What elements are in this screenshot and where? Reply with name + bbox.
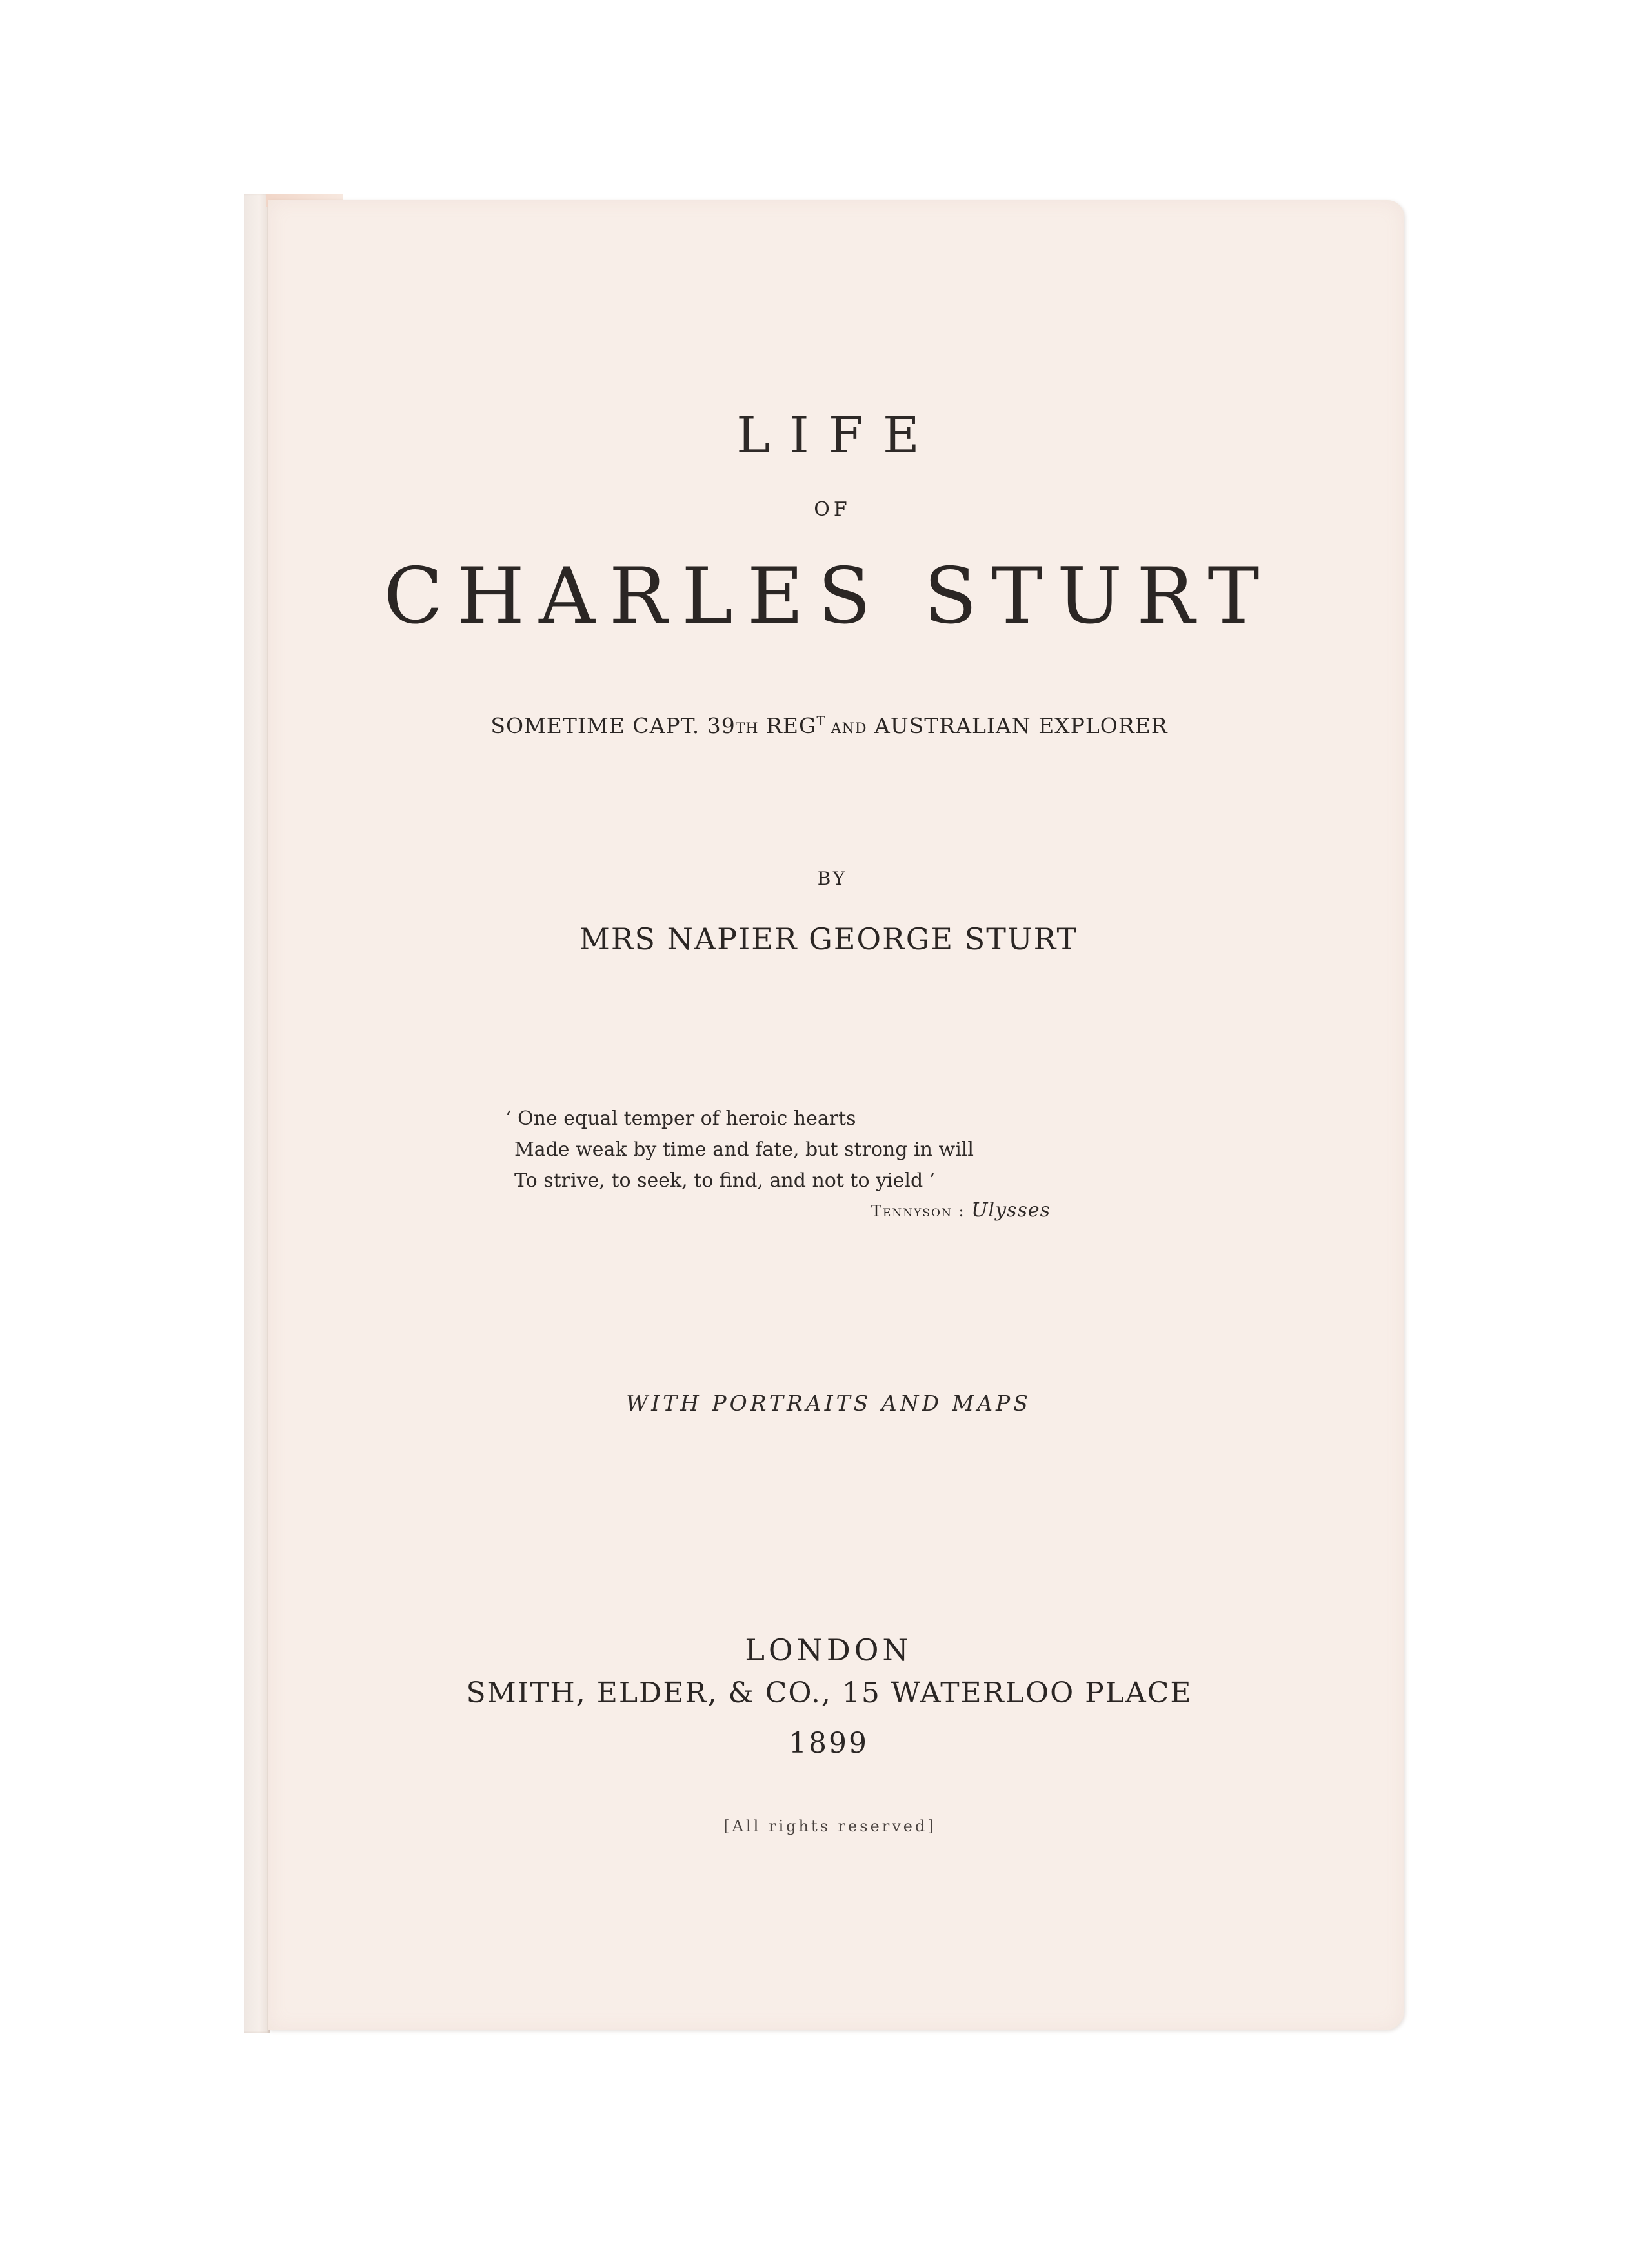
attribution-work: Ulysses (971, 1199, 1051, 1222)
by-line: BY (817, 868, 848, 889)
rights-notice: [All rights reserved] (723, 1817, 936, 1835)
author-name: MRS NAPIER GEORGE STURT (579, 922, 1078, 956)
subtitle (0, 713, 1652, 738)
subtitle-part-3: REG (758, 713, 817, 738)
epigraph-attribution (871, 1199, 1051, 1222)
epigraph-line: To strive, to seek, to find, and not to yield ’ (514, 1169, 936, 1192)
epigraph (505, 1103, 1086, 1196)
attribution-author: Tennyson : (871, 1202, 965, 1220)
subtitle-part-1: SOMETIME CAPT. 39 (490, 713, 736, 738)
title-line-charles-sturt: CHARLES STURT (383, 552, 1274, 641)
illustrations-note: WITH PORTRAITS AND MAPS (626, 1391, 1031, 1416)
epigraph-line: ‘ One equal temper of heroic hearts (505, 1107, 856, 1130)
subtitle-part-5: AND (825, 721, 867, 737)
subtitle-part-6: AUSTRALIAN EXPLORER (867, 713, 1168, 738)
title-line-life: LIFE (736, 407, 939, 465)
subtitle-part-2: TH (735, 721, 759, 737)
imprint-publisher: SMITH, ELDER, & CO., 15 WATERLOO PLACE (466, 1677, 1193, 1709)
subtitle-part-4: T (816, 713, 826, 729)
imprint-city: LONDON (745, 1633, 912, 1668)
title-line-of: OF (814, 498, 851, 521)
imprint-year: 1899 (789, 1727, 869, 1760)
epigraph-line: Made weak by time and fate, but strong in will (514, 1138, 974, 1161)
